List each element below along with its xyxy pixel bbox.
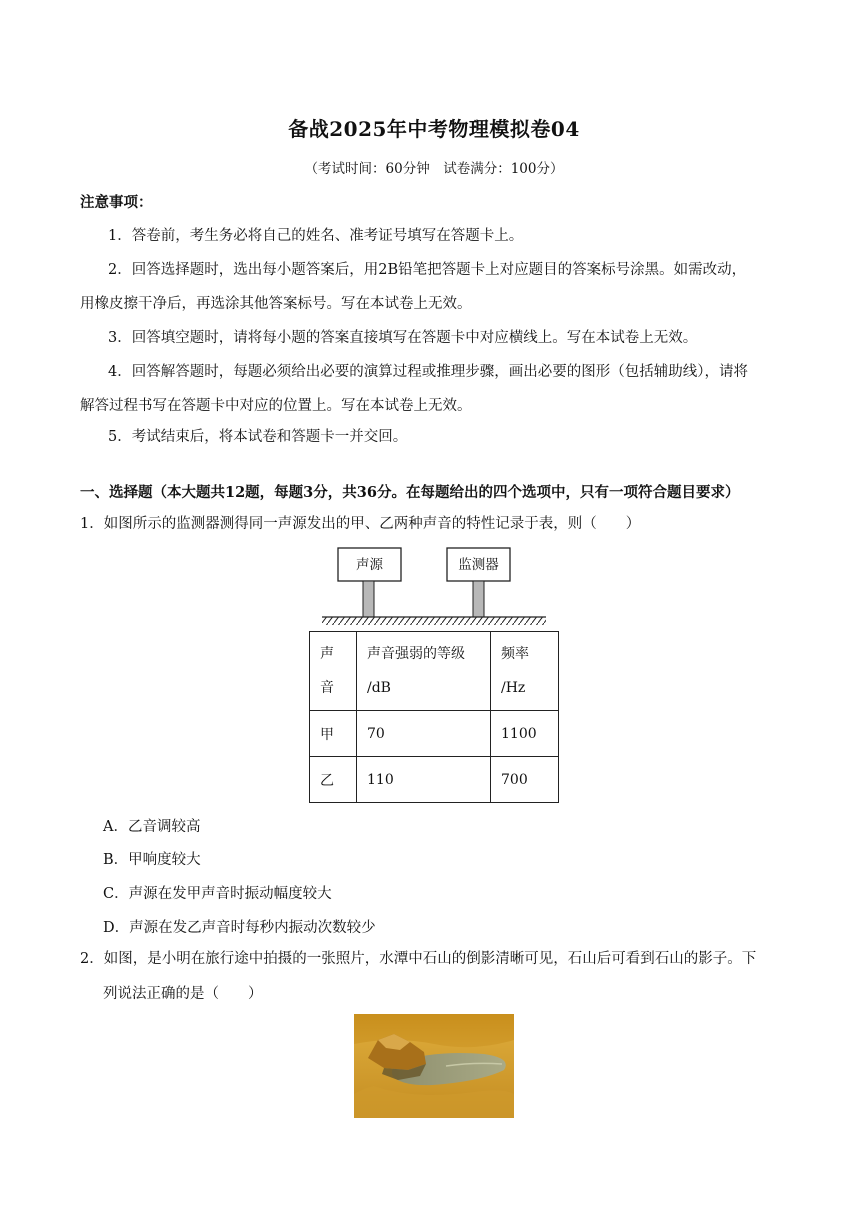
ground-hatch bbox=[322, 617, 546, 625]
question-1-option-d: D．声源在发乙声音时每秒内振动次数较少 bbox=[103, 920, 376, 936]
note-item-5: 5．考试结束后，将本试卷和答题卡一并交回。 bbox=[108, 429, 408, 445]
monitor-label: 监测器 bbox=[458, 557, 499, 573]
question-1-option-b: B．甲响度较大 bbox=[103, 852, 201, 868]
table-header-intensity: 声音强弱的等级 /dB bbox=[357, 632, 491, 711]
note-item-3: 3．回答填空题时，请将每小题的答案直接填写在答题卡中对应横线上。写在本试卷上无效。 bbox=[108, 330, 698, 346]
sound-source-label: 声源 bbox=[356, 557, 383, 573]
table-header-sound: 声 音 bbox=[310, 632, 357, 711]
table-header-row bbox=[310, 632, 559, 711]
note-item-1: 1．答卷前，考生务必将自己的姓名、准考证号填写在答题卡上。 bbox=[108, 228, 524, 244]
rock-pond-photo bbox=[354, 1014, 514, 1118]
note-item-2-line-1: 2．回答选择题时，选出每小题答案后，用2B铅笔把答题卡上对应题目的答案标号涂黑。如需改动， bbox=[108, 262, 747, 278]
sound-characteristics-table bbox=[309, 631, 559, 803]
monitor-stand bbox=[473, 581, 484, 617]
table-cell-hz: 700 bbox=[491, 757, 559, 803]
table-row bbox=[310, 757, 559, 803]
table-cell-hz: 1100 bbox=[491, 711, 559, 757]
monitor-diagram bbox=[310, 543, 560, 633]
page-title: 备战2025年中考物理模拟卷04 bbox=[288, 117, 580, 141]
table-cell-name: 乙 bbox=[310, 757, 357, 803]
question-1-option-c: C．声源在发甲声音时振动幅度较大 bbox=[103, 886, 332, 902]
question-1-stem: 1．如图所示的监测器测得同一声源发出的甲、乙两种声音的特性记录于表，则（ ） bbox=[80, 516, 641, 532]
exam-info: （考试时间：60分钟 试卷满分：100分） bbox=[304, 161, 564, 177]
table-cell-db: 70 bbox=[357, 711, 491, 757]
note-item-2-line-2: 用橡皮擦干净后，再选涂其他答案标号。写在本试卷上无效。 bbox=[80, 296, 472, 312]
note-item-4-line-2: 解答过程书写在答题卡中对应的位置上。写在本试卷上无效。 bbox=[80, 398, 472, 414]
table-cell-name: 甲 bbox=[310, 711, 357, 757]
sound-source-stand bbox=[363, 581, 374, 617]
question-1-option-a: A．乙音调较高 bbox=[103, 819, 201, 835]
note-item-4-line-1: 4．回答解答题时，每题必须给出必要的演算过程或推理步骤，画出必要的图形（包括辅助线），请将 bbox=[108, 364, 748, 380]
question-2-stem-line-1: 2．如图，是小明在旅行途中拍摄的一张照片，水潭中石山的倒影清晰可见，石山后可看到石山的影子。下 bbox=[80, 951, 757, 967]
question-2-stem-line-2: 列说法正确的是（ ） bbox=[103, 986, 263, 1002]
notes-heading: 注意事项： bbox=[80, 194, 153, 211]
table-row bbox=[310, 711, 559, 757]
table-header-frequency: 频率 /Hz bbox=[491, 632, 559, 711]
section-heading-choice: 一、选择题（本大题共12题，每题3分，共36分。在每题给出的四个选项中，只有一项符合题目要求） bbox=[80, 484, 740, 501]
table-cell-db: 110 bbox=[357, 757, 491, 803]
